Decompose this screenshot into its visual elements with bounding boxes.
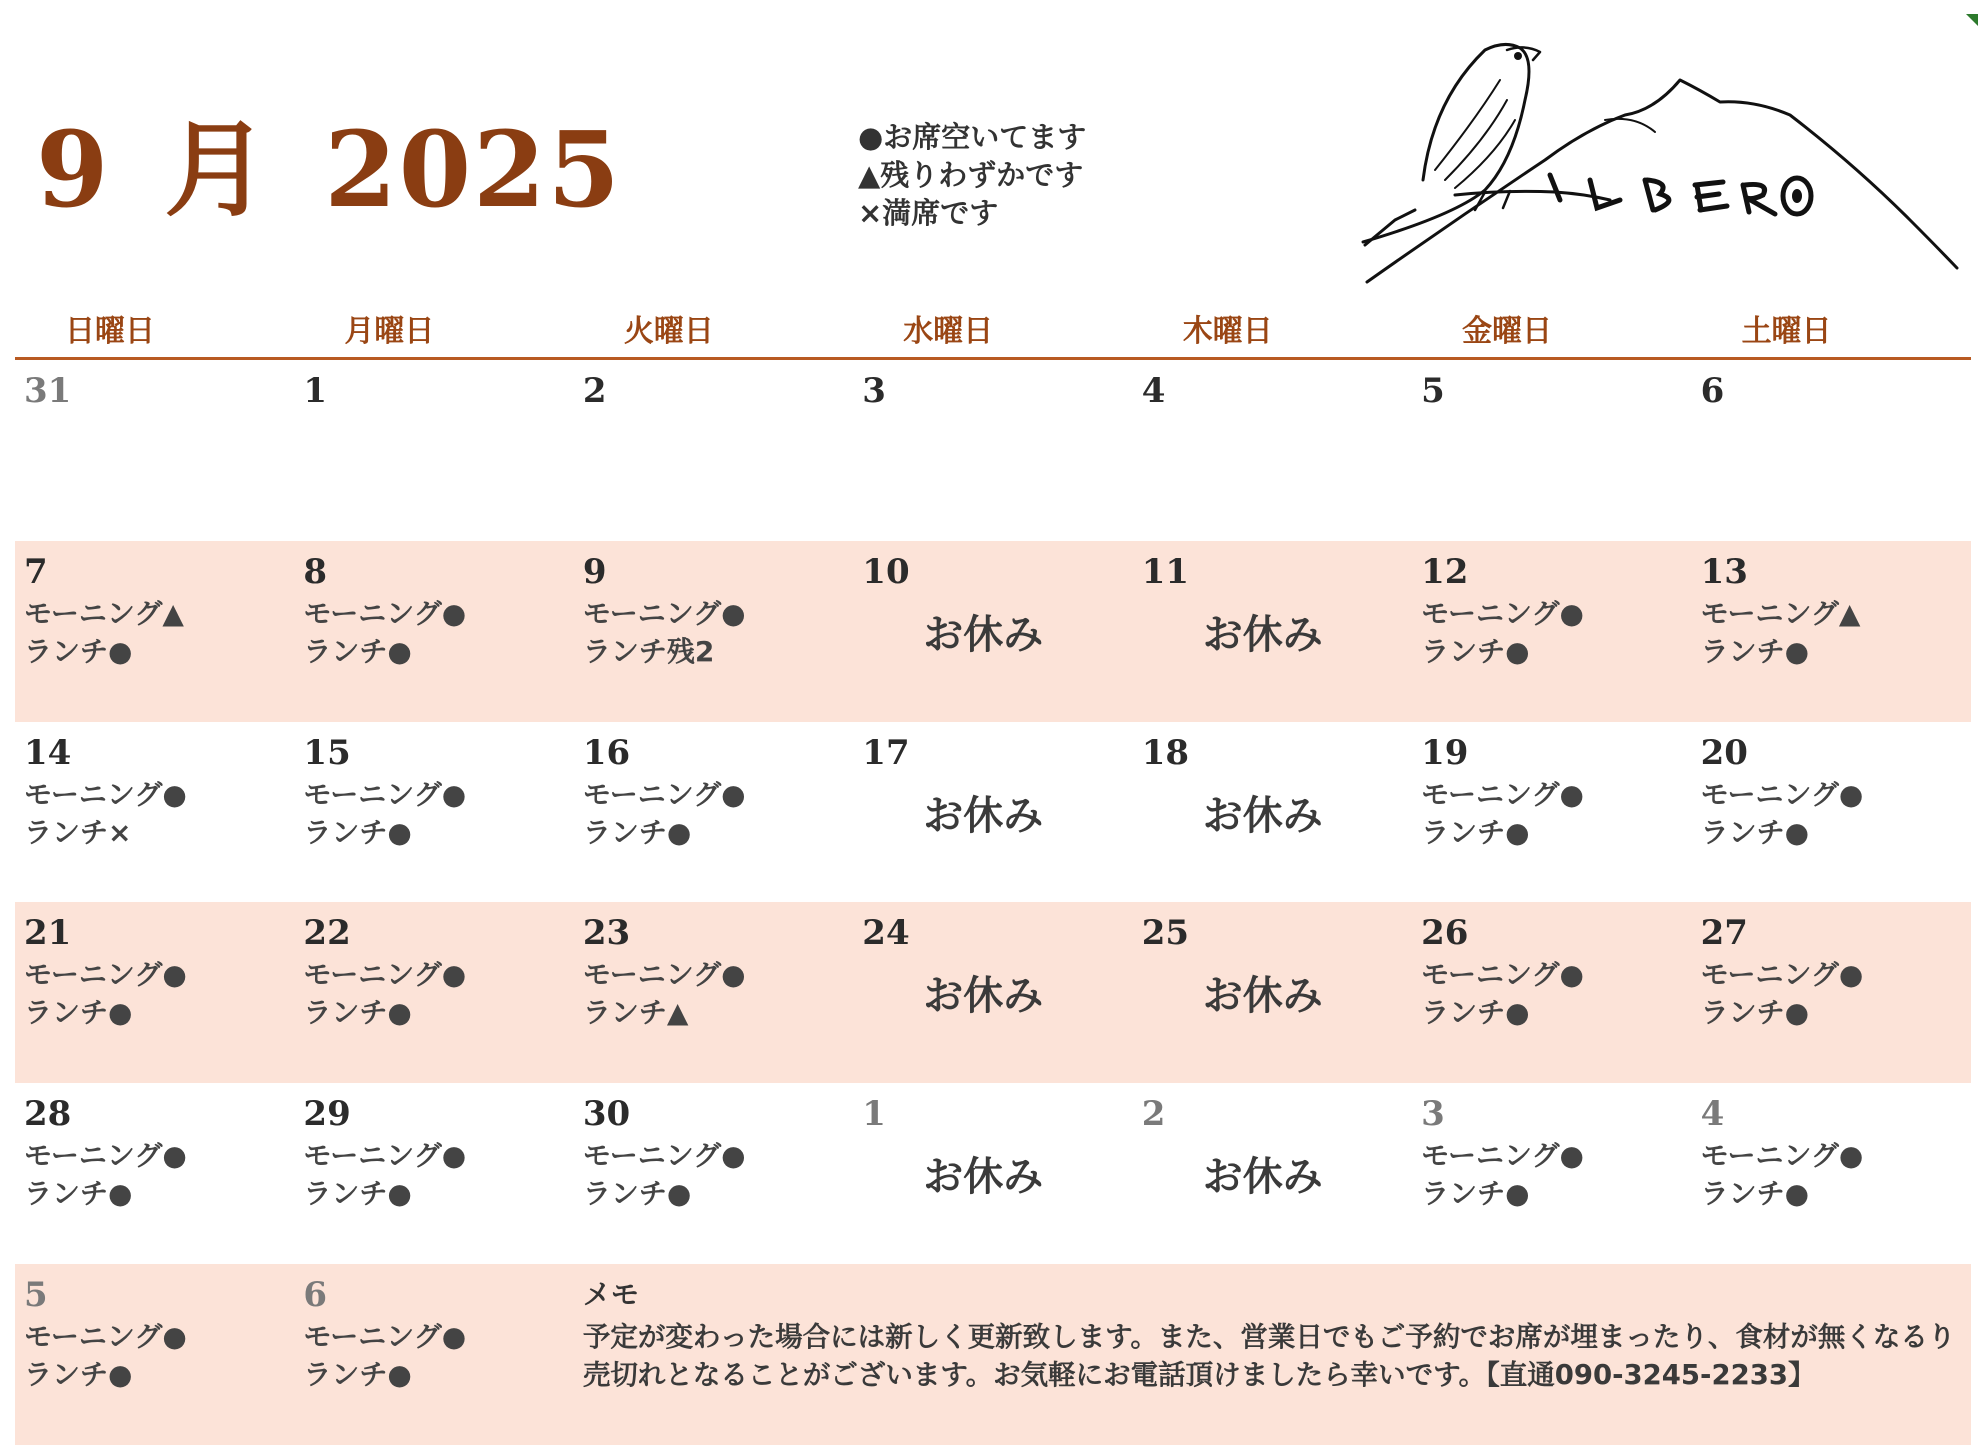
morning-status: モーニング● — [1700, 958, 1864, 992]
day-number: 10 — [862, 551, 910, 592]
day-number: 15 — [303, 732, 351, 773]
day-cell — [574, 541, 853, 722]
day-cell — [294, 1264, 573, 1445]
lunch-status: ランチ× — [24, 815, 132, 849]
closed-label: お休み — [1202, 1154, 1323, 1201]
day-number: 23 — [582, 913, 631, 954]
closed-label: お休み — [923, 792, 1044, 839]
day-number: 19 — [1421, 732, 1469, 773]
day-cell — [294, 360, 573, 541]
day-cell — [294, 1083, 573, 1264]
title-month-unit: 月 — [164, 108, 271, 231]
morning-status: モーニング● — [582, 596, 746, 630]
closed-label: お休み — [1202, 792, 1323, 839]
day-cell — [574, 902, 853, 1083]
lunch-status: ランチ● — [303, 815, 412, 849]
day-number: 30 — [582, 1094, 631, 1135]
day-cell — [574, 722, 853, 903]
morning-status: モーニング● — [1700, 777, 1864, 811]
day-cell — [853, 541, 1132, 722]
lunch-status: ランチ● — [582, 815, 692, 849]
morning-status: モーニング● — [24, 777, 187, 811]
morning-status: モーニング● — [24, 1320, 187, 1354]
availability-legend — [858, 118, 1086, 232]
day-number: 24 — [862, 913, 910, 954]
day-number: 17 — [862, 732, 910, 773]
day-cell — [294, 722, 573, 903]
day-cell — [15, 722, 294, 903]
day-cell — [1692, 360, 1971, 541]
day-cell — [574, 360, 853, 541]
day-cell — [1133, 360, 1412, 541]
lunch-status: ランチ● — [1700, 634, 1809, 668]
lunch-status: ランチ● — [303, 1177, 412, 1211]
day-number: 21 — [24, 913, 72, 954]
day-number: 9 — [582, 551, 607, 592]
day-cell — [1133, 1083, 1412, 1264]
day-number: 5 — [1421, 371, 1445, 411]
day-number: 4 — [1700, 1094, 1725, 1135]
day-number: 6 — [303, 1275, 328, 1316]
morning-status: モーニング● — [582, 777, 746, 811]
memo-box — [574, 1264, 1971, 1445]
lunch-status: ランチ● — [24, 996, 133, 1030]
morning-status: モーニング● — [303, 1320, 467, 1354]
lunch-status: ランチ● — [1421, 1177, 1530, 1211]
calendar-grid — [15, 360, 1971, 1445]
day-cell — [15, 360, 294, 541]
memo-label: メモ — [582, 1278, 639, 1312]
day-number: 8 — [303, 551, 328, 592]
morning-status: モーニング● — [582, 1139, 746, 1173]
day-cell — [853, 360, 1132, 541]
day-cell — [853, 1083, 1132, 1264]
day-cell — [1692, 541, 1971, 722]
lunch-status: ランチ● — [24, 1358, 133, 1392]
morning-status: モーニング● — [1421, 958, 1584, 992]
lunch-status: ランチ● — [582, 1177, 692, 1211]
closed-label: お休み — [1202, 611, 1323, 658]
lunch-status: ランチ▲ — [582, 996, 689, 1030]
lunch-status: ランチ● — [1700, 996, 1809, 1030]
day-number: 16 — [582, 732, 631, 773]
day-number: 20 — [1700, 732, 1748, 773]
day-number: 1 — [862, 1094, 886, 1135]
lunch-status: ランチ● — [303, 634, 412, 668]
day-number: 3 — [1421, 1094, 1445, 1135]
day-cell — [15, 541, 294, 722]
morning-status: モーニング● — [24, 1139, 187, 1173]
day-number: 28 — [24, 1094, 72, 1135]
lunch-status: ランチ● — [24, 1177, 133, 1211]
day-cell — [1692, 902, 1971, 1083]
day-cell — [1412, 360, 1691, 541]
day-cell — [15, 1083, 294, 1264]
morning-status: モーニング● — [303, 958, 467, 992]
day-cell — [1133, 541, 1412, 722]
title-year: 2025 — [324, 108, 622, 231]
closed-label: お休み — [923, 973, 1044, 1020]
day-number: 2 — [582, 371, 607, 411]
corner-mark — [1966, 14, 1978, 26]
day-cell — [1133, 902, 1412, 1083]
morning-status: モーニング● — [1421, 596, 1584, 630]
day-number: 4 — [1141, 371, 1166, 411]
day-number: 6 — [1700, 371, 1725, 411]
weekday-tue: 火曜日 — [623, 314, 714, 349]
memo-text: 予定が変わった場合には新しく更新致します。また、営業日でもご予約でお席が埋まったり、食材が無くなるり売切れとなることがございます。お気軽にお電話頂けましたら幸いです。【直通090-3245-2233】 — [582, 1321, 1956, 1392]
day-cell — [15, 902, 294, 1083]
day-cell — [294, 902, 573, 1083]
day-number: 12 — [1421, 551, 1469, 592]
legend-few-left: ▲残りわずかです — [858, 158, 1084, 192]
day-number: 22 — [303, 913, 351, 954]
lunch-status: ランチ● — [1700, 1177, 1809, 1211]
day-cell — [574, 1083, 853, 1264]
day-cell — [1692, 722, 1971, 903]
morning-status: モーニング▲ — [24, 596, 184, 630]
day-number: 3 — [862, 371, 886, 411]
morning-status: モーニング● — [303, 596, 467, 630]
day-cell — [294, 541, 573, 722]
day-number: 25 — [1141, 913, 1190, 954]
legend-available: ●お席空いてます — [858, 120, 1087, 154]
day-cell — [1412, 541, 1691, 722]
weekday-sun: 日曜日 — [65, 314, 155, 349]
lunch-status: ランチ● — [1700, 815, 1809, 849]
morning-status: モーニング● — [1421, 1139, 1584, 1173]
day-cell — [1412, 902, 1691, 1083]
day-number: 13 — [1700, 551, 1748, 592]
day-cell — [1412, 1083, 1691, 1264]
lunch-status: ランチ● — [1421, 634, 1530, 668]
weekday-wed: 水曜日 — [903, 314, 994, 349]
page-title — [36, 108, 622, 231]
day-number: 26 — [1421, 913, 1469, 954]
weekday-sat: 土曜日 — [1741, 314, 1832, 349]
morning-status: モーニング● — [1421, 777, 1584, 811]
weekday-thu: 木曜日 — [1182, 314, 1273, 349]
morning-status: モーニング● — [24, 958, 187, 992]
day-number: 14 — [24, 732, 72, 773]
day-cell — [1133, 722, 1412, 903]
morning-status: モーニング● — [1700, 1139, 1864, 1173]
day-number: 18 — [1141, 732, 1190, 773]
weekday-fri: 金曜日 — [1462, 314, 1553, 349]
day-number: 5 — [24, 1275, 48, 1316]
morning-status: モーニング● — [582, 958, 746, 992]
morning-status: モーニング▲ — [1700, 596, 1861, 630]
title-month: 9 — [36, 108, 111, 231]
lunch-status: ランチ● — [1421, 996, 1530, 1030]
closed-label: お休み — [923, 611, 1044, 658]
weekday-header — [15, 304, 1971, 360]
weekday-mon: 月曜日 — [344, 314, 435, 349]
day-cell — [853, 722, 1132, 903]
bird-on-mountain-logo — [1335, 20, 1965, 290]
lunch-status: ランチ残2 — [582, 634, 715, 668]
closed-label: お休み — [1202, 973, 1323, 1020]
legend-full: ×満席です — [858, 196, 999, 230]
day-number: 11 — [1141, 551, 1190, 592]
day-cell — [1412, 722, 1691, 903]
day-number: 2 — [1141, 1094, 1166, 1135]
morning-status: モーニング● — [303, 777, 467, 811]
day-number: 29 — [303, 1094, 351, 1135]
day-cell — [853, 902, 1132, 1083]
lunch-status: ランチ● — [303, 1358, 412, 1392]
day-number: 27 — [1700, 913, 1748, 954]
closed-label: お休み — [923, 1154, 1044, 1201]
day-number: 7 — [24, 551, 48, 592]
day-number: 31 — [24, 371, 72, 411]
lunch-status: ランチ● — [24, 634, 133, 668]
lunch-status: ランチ● — [1421, 815, 1530, 849]
day-number: 1 — [303, 371, 328, 411]
morning-status: モーニング● — [303, 1139, 467, 1173]
lunch-status: ランチ● — [303, 996, 412, 1030]
day-cell — [15, 1264, 294, 1445]
day-cell — [1692, 1083, 1971, 1264]
